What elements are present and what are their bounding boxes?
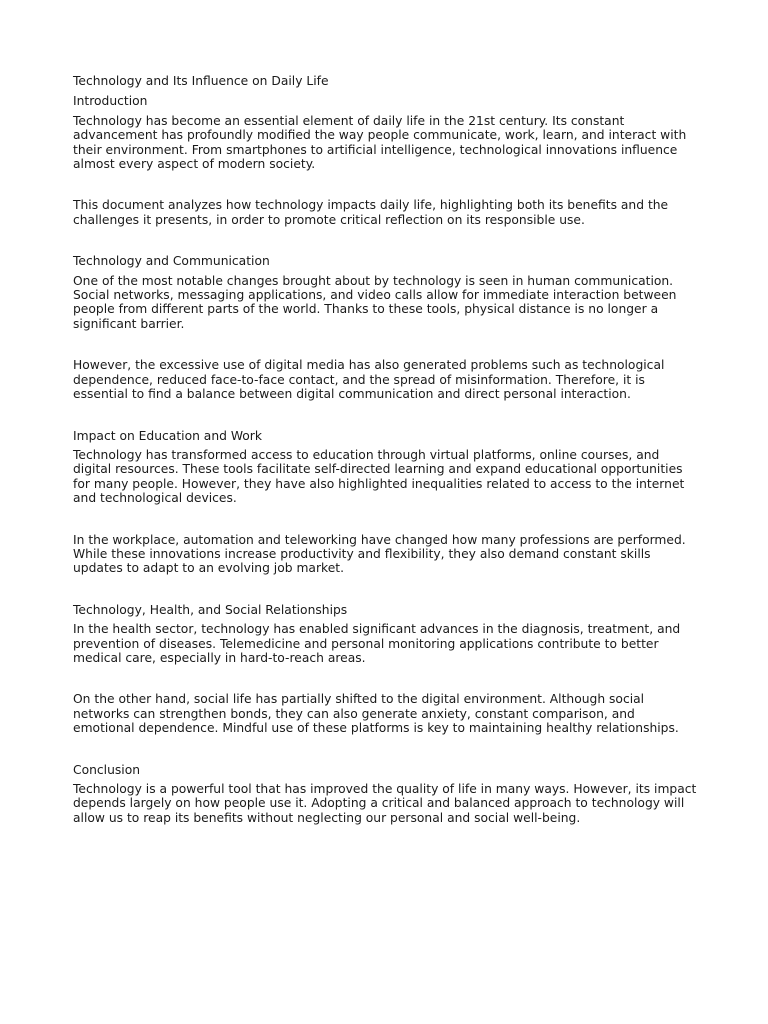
paragraph: However, the excessive use of digital media has also generated problems such as technological dependence, reduced face-to-face contact, and the spread of misinformation. Therefore, it is essential to find a balance between digital communication and direct personal interaction. (73, 358, 665, 402)
section-conclusion (73, 763, 699, 826)
paragraph: This document analyzes how technology impacts daily life, highlighting both its benefits and the challenges it presents, in order to promote critical reflection on its responsible use. (73, 198, 669, 227)
paragraph: Technology has become an essential element of daily life in the 21st century. Its constant advancement has profoundly modified the way people communicate, work, learn, and interact with their environment. From smartphones to artificial intelligence, technological innovations influence almost every aspect of modern society. (73, 113, 687, 172)
section-heading: Impact on Education and Work (73, 428, 262, 443)
paragraph: One of the most notable changes brought about by technology is seen in human communication. Social networks, messaging applications, and video calls allow for immediate interaction between people from different parts of the world. Thanks to these tools, physical distance is no longer a significant barrier. (73, 273, 677, 331)
section-heading: Technology, Health, and Social Relationships (73, 602, 348, 617)
paragraph: In the workplace, automation and teleworking have changed how many professions are performed. While these innovations increase productivity and flexibility, they also demand constant skills updates to adapt to an evolving job market. (73, 532, 686, 576)
section-heading: Introduction (73, 94, 148, 109)
document-page (73, 74, 699, 825)
section-heading: Technology and Communication (73, 254, 270, 269)
section-health-social (73, 603, 699, 736)
section-heading: Conclusion (73, 762, 141, 777)
document-title: Technology and Its Influence on Daily Life (73, 74, 329, 88)
paragraph: In the health sector, technology has enabled significant advances in the diagnosis, treatment, and prevention of diseases. Telemedicine and personal monitoring applications contribute to better medical care, especially in hard-to-reach areas. (73, 622, 681, 665)
section-technology-communication (73, 254, 699, 401)
paragraph: Technology is a powerful tool that has improved the quality of life in many ways. However, its impact depends largely on how people use it. Adopting a critical and balanced approach to technology will allow us to reap its benefits without neglecting our personal and social well-being. (73, 782, 697, 825)
paragraph: On the other hand, social life has partially shifted to the digital environment. Although social networks can strengthen bonds, they can also generate anxiety, constant comparison, and emotional dependence. Mindful use of these platforms is key to maintaining healthy relationships. (73, 692, 679, 736)
paragraph: Technology has transformed access to education through virtual platforms, online courses, and digital resources. These tools facilitate self-directed learning and expand educational opportunities for many people. However, they have also highlighted inequalities related to access to the internet and technological devices. (73, 447, 685, 506)
section-introduction (73, 94, 699, 227)
section-education-work (73, 429, 699, 576)
